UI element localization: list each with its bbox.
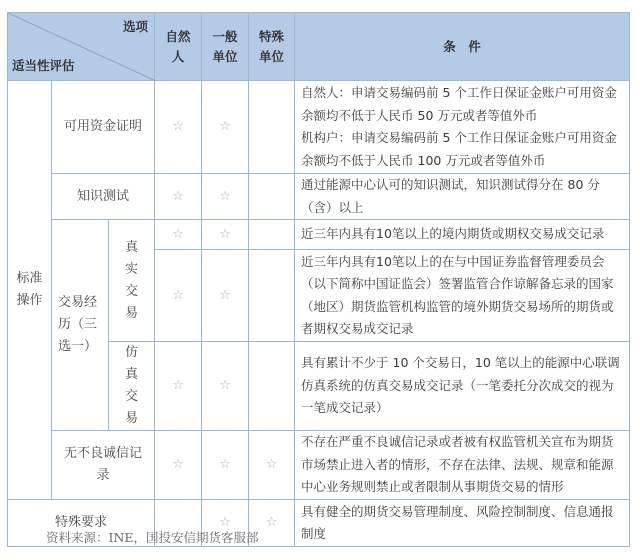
group-standard: 标准操作 xyxy=(8,81,52,500)
condition-cell: 通过能源中心认可的知识测试，知识测试得分在 80 分（含）以上 xyxy=(295,174,630,220)
source-footnote: 资料来源：INE，国投安信期货客服部 xyxy=(46,530,259,545)
eval-label: 适当性评估 xyxy=(12,58,75,73)
star-icon: ☆ xyxy=(155,174,202,220)
row-label: 无不良诚信记录 xyxy=(52,431,155,500)
row-label: 知识测试 xyxy=(52,174,155,220)
row-label: 可用资金证明 xyxy=(52,81,155,174)
star-icon: ☆ xyxy=(155,81,202,174)
star-icon: ☆ xyxy=(202,250,249,342)
condition-cell: 近三年内具有10笔以上的境内期货或期权交易成交记录 xyxy=(295,220,630,250)
col-general: 一般单位 xyxy=(202,13,249,81)
row-label: 交易经历（三选一） xyxy=(52,220,109,431)
col-natural: 自然人 xyxy=(155,13,202,81)
star-icon: ☆ xyxy=(202,81,249,174)
condition-cell: 具有健全的期货交易管理制度、风险控制制度、信息通报制度 xyxy=(295,500,630,547)
star-icon: ☆ xyxy=(202,431,249,500)
star-icon: ☆ xyxy=(202,174,249,220)
table-row xyxy=(8,81,630,174)
condition-cell: 自然人：申请交易编码前 5 个工作日保证金账户可用资金余额均不低于人民币 50 万元或者等值外币 机构户：申请交易编码前 5 个工作日保证金账户可用资金余额均不低于人民币 100 万元或者等值外币 xyxy=(295,81,630,174)
star-icon: ☆ xyxy=(202,500,249,547)
condition-cell: 具有累计不少于 10 个交易日，10 笔以上的能源中心联调仿真系统的仿真交易成交记录（一笔委托分次成交的视为一笔成交记录） xyxy=(295,342,630,431)
star-icon: ☆ xyxy=(155,431,202,500)
sub-label: 仿真交易 xyxy=(109,342,155,431)
row-label: 特殊要求 xyxy=(8,500,155,547)
col-condition: 条 件 xyxy=(295,13,630,81)
star-icon: ☆ xyxy=(249,431,295,500)
star-icon: ☆ xyxy=(202,220,249,250)
table-row xyxy=(8,431,630,500)
star-icon: ☆ xyxy=(155,342,202,431)
star-icon: ☆ xyxy=(155,220,202,250)
diagonal-header-cell xyxy=(8,13,155,81)
star-icon: ☆ xyxy=(202,342,249,431)
options-label: 选项 xyxy=(123,19,149,34)
col-special: 特殊单位 xyxy=(249,13,295,81)
table-row xyxy=(8,174,630,220)
table-row xyxy=(8,220,630,250)
condition-cell: 不存在严重不良诚信记录或者被有权监管机关宣布为期货市场禁止进入者的情形，不存在法律、法规、规章和能源中心业务规则禁止或者限制从事期货交易的情形 xyxy=(295,431,630,500)
star-icon: ☆ xyxy=(249,500,295,547)
condition-cell: 近三年内具有10笔以上的在与中国证券监督管理委员会（以下简称中国证监会）签署监管合作谅解备忘录的国家（地区）期货监管机构监管的境外期货交易场所的期货或者期权交易成交记录 xyxy=(295,250,630,342)
suitability-table xyxy=(7,12,630,547)
star-icon: ☆ xyxy=(155,250,202,342)
sub-label: 真实交易 xyxy=(109,220,155,342)
